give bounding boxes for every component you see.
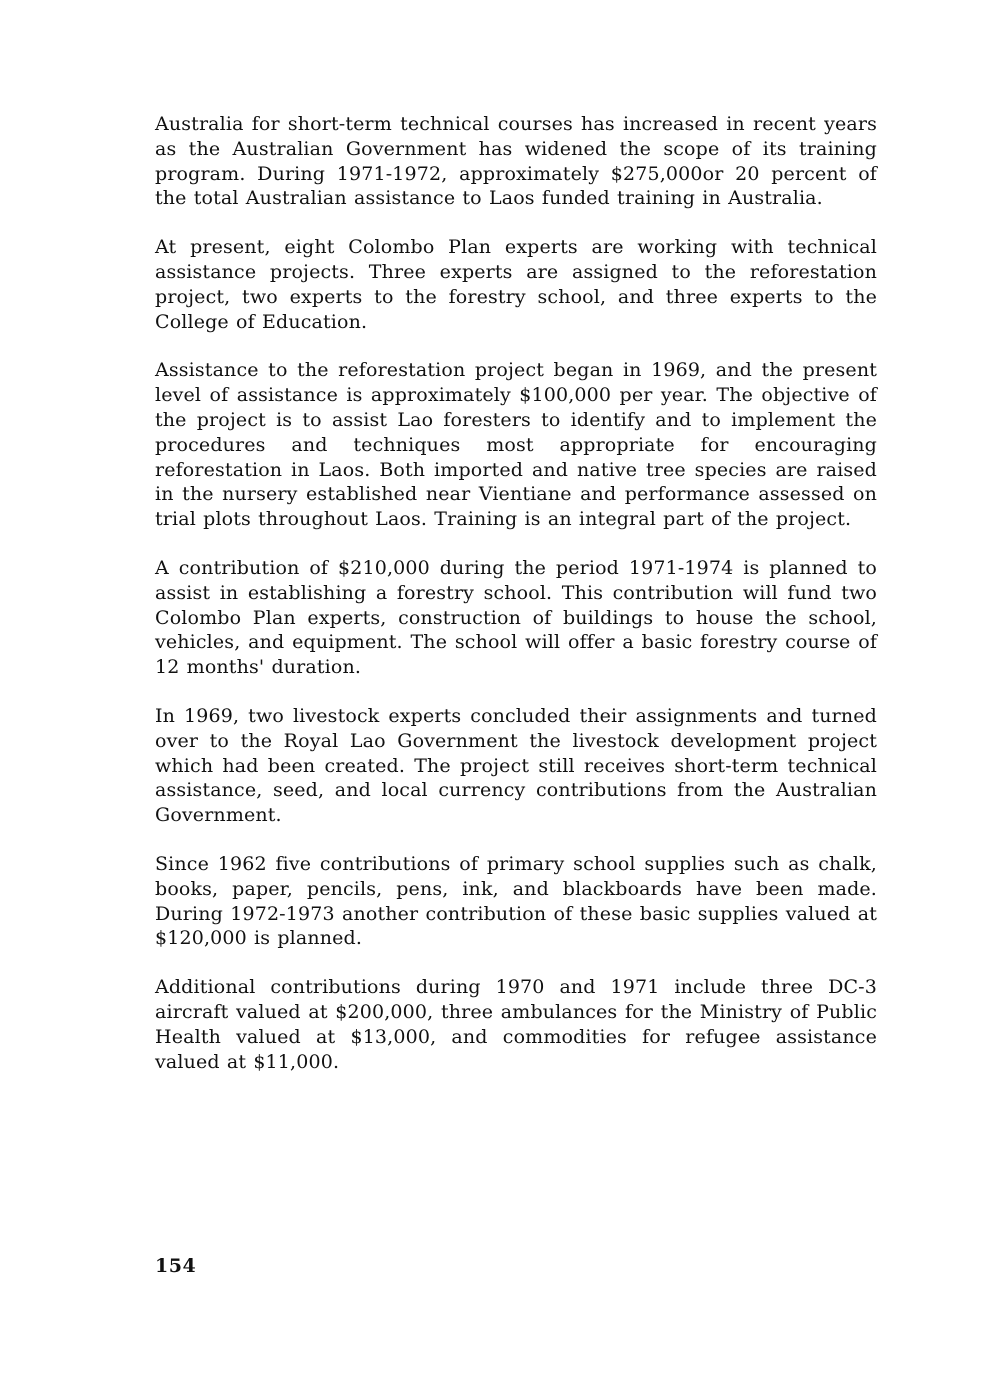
paragraph-livestock: In 1969, two livestock experts concluded their assignments and turned over to the Royal Lao Government the livestock development project which had been created. The project still receives short-term technical assistance, seed, and local currency contributions from the Australian Government. bbox=[155, 704, 877, 827]
page-number: 154 bbox=[155, 1255, 197, 1277]
paragraph-forestry-school: A contribution of $210,000 during the period 1971-1974 is planned to assist in establishing a forestry school. This contribution will fund two Colombo Plan experts, construction of buildings to house the school, vehicles, and equipment. The school will offer a basic forestry course of 12 months' duration. bbox=[155, 556, 877, 679]
paragraph-school-supplies: Since 1962 five contributions of primary school supplies such as chalk, books, paper, pencils, pens, ink, and blackboards have been made. During 1972-1973 another contribution of these basic supplies valued at $120,000 is planned. bbox=[155, 852, 877, 950]
body-text bbox=[155, 112, 877, 1098]
paragraph-training: Australia for short-term technical courses has increased in recent years as the Australian Government has widened the scope of its training program. During 1971-1972, approximately $275,000or 20 percent of the total Australian assistance to Laos funded training in Australia. bbox=[155, 113, 877, 210]
paragraph-additional-contributions: Additional contributions during 1970 and 1971 include three DC-3 aircraft valued at $200,000, three ambulances for the Ministry of Public Health valued at $13,000, and commodities for refugee assistance valued at $11,000. bbox=[155, 976, 877, 1073]
paragraph-colombo-experts: At present, eight Colombo Plan experts are working with technical assistance projects. Three experts are assigned to the reforestation project, two experts to the forestry school, and three experts to the College of Education. bbox=[155, 236, 877, 333]
paragraph-reforestation: Assistance to the reforestation project began in 1969, and the present level of assistance is approximately $100,000 per year. The objective of the project is to assist Lao foresters to identify and to implement the procedures and techniques most appropriate for encouraging reforestation in Laos. Both imported and native tree species are raised in the nursery established near Vientiane and performance assessed on trial plots throughout Laos. Training is an integral part of the project. bbox=[155, 359, 877, 531]
